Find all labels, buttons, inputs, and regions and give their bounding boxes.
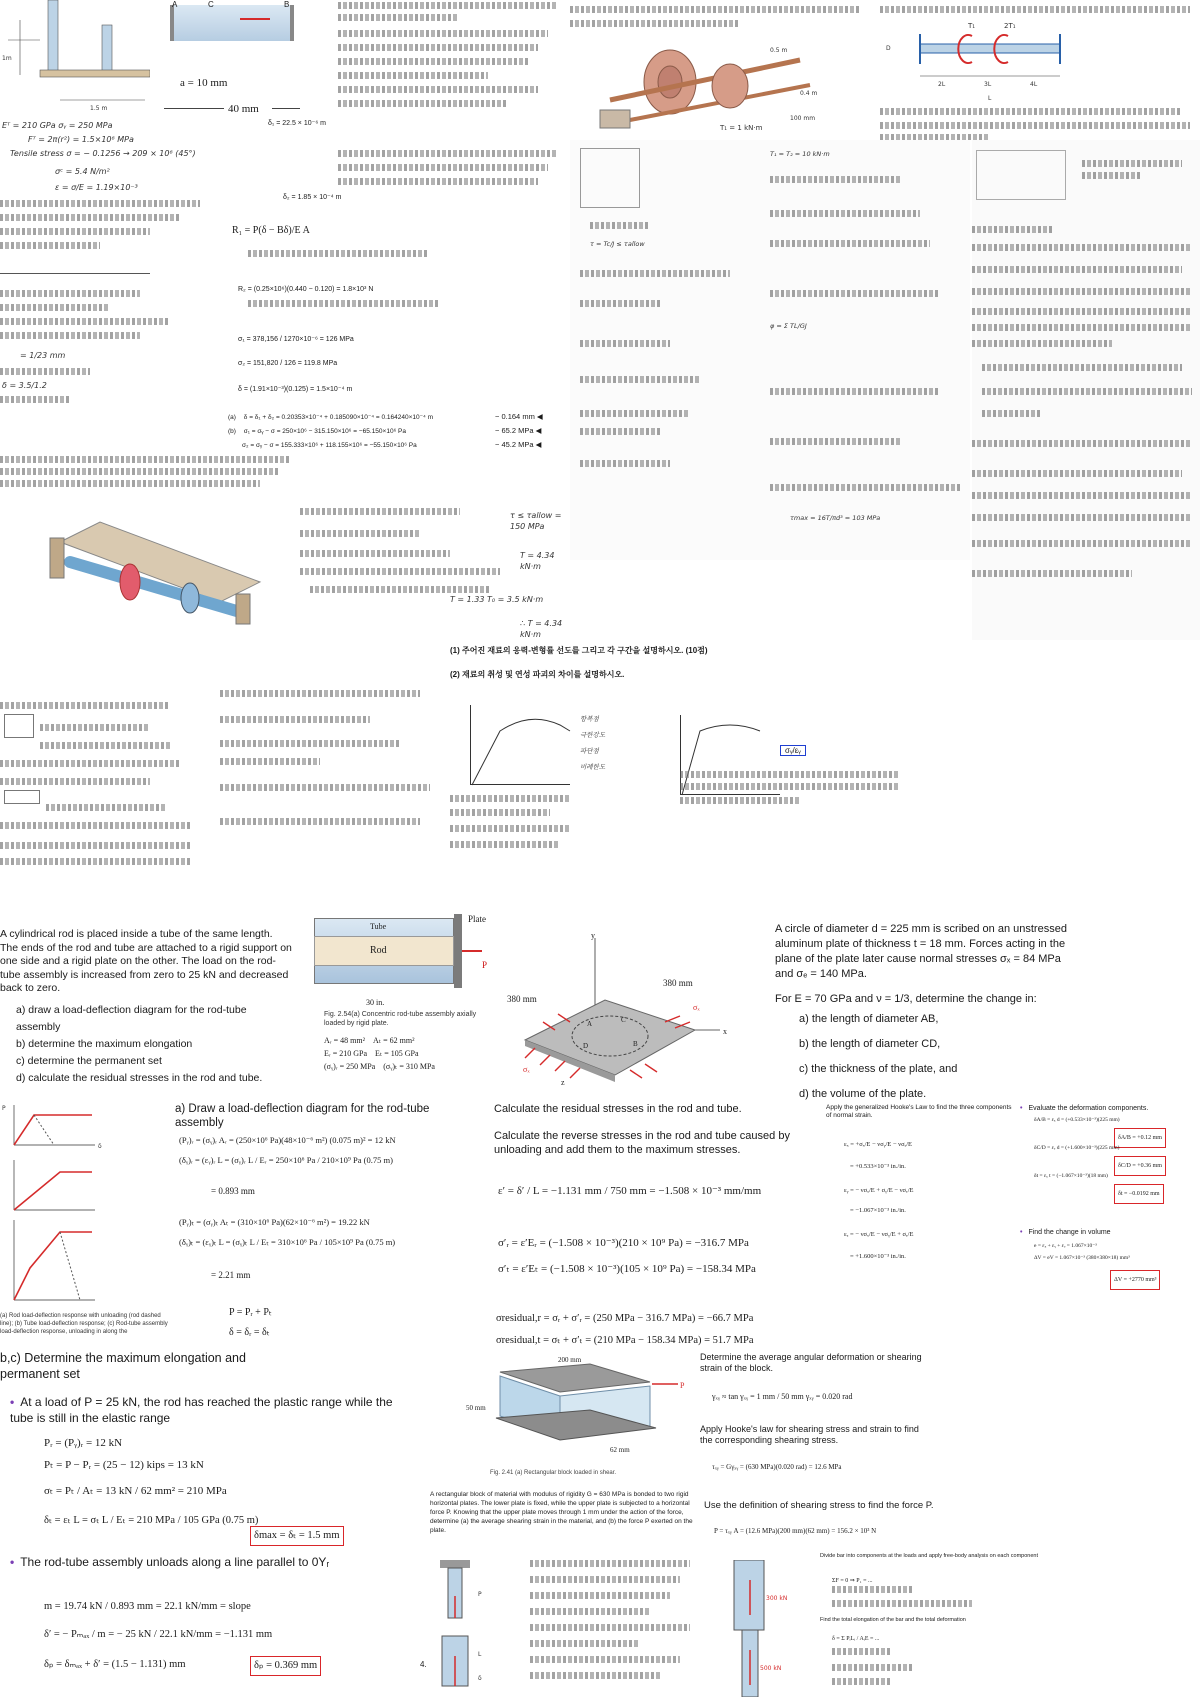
problem-item: a) the length of diameter AB,	[799, 1013, 939, 1025]
equation: = 2.21 mm	[211, 1270, 251, 1280]
equation: P = τₓᵧ A = (12.6 MPa)(200 mm)(62 mm) = 156.2 × 10³ N	[714, 1527, 877, 1535]
plate-point: D	[583, 1042, 589, 1050]
figure-2-54	[310, 910, 495, 1100]
equation: δₜ = εₜ L = σₜ L / Eₜ = 210 MPa / 105 GPa (0.75 m)	[44, 1515, 259, 1526]
block-dimension: 50 mm	[466, 1404, 486, 1412]
generalized-hooke-solution	[826, 1104, 1016, 1284]
equation: (δᵧ)ᵣ = (εᵧ)ᵣ L = (σᵧ)ᵣ L / Eᵣ = 250×10⁶ Pa / 210×10⁹ Pa (0.75 m)	[179, 1155, 393, 1165]
stress-strain-curve	[680, 711, 880, 811]
problem-statement-plate	[775, 922, 1075, 1102]
answer-box: δC/D = +0.36 mm	[1114, 1156, 1166, 1176]
equation: γₓᵧ ≈ tan γₓᵧ = 1 mm / 50 mm γₓᵧ = 0.020 rad	[712, 1392, 853, 1401]
curve-label: 파단점	[580, 747, 599, 755]
equation: εᵧ = − νσₓ/E + σᵧ/E − νσₑ/E	[844, 1187, 914, 1194]
solution-line: σᶜ = 5.4 N/m²	[55, 167, 110, 176]
gear-solution-notes	[570, 140, 970, 560]
equation: δC/D = εₑ d = (+1.600×10⁻³)(225 mm)	[1034, 1145, 1120, 1151]
equation: δA/B = εₓ d = (+0.533×10⁻³)(225 mm)	[1034, 1117, 1120, 1123]
answer-box: δmax = δₜ = 1.5 mm	[250, 1526, 344, 1546]
solution-line: τ = Tc/J ≤ τallow	[590, 240, 645, 248]
bullet-icon: •	[10, 1395, 15, 1409]
equation: Pₜ = P − Pᵣ = (25 − 12) kips = 13 kN	[44, 1459, 204, 1471]
point-label-a: A	[172, 0, 178, 9]
deformation-components-solution	[1020, 1104, 1200, 1294]
section-heading: Use the definition of shearing stress to find the force P.	[704, 1500, 934, 1511]
answer-box: δₚ = 0.369 mm	[250, 1656, 321, 1676]
equation: = −1.067×10⁻³ in./in.	[850, 1207, 906, 1214]
part-a-solution	[175, 1102, 495, 1342]
top-left-figure	[0, 0, 150, 115]
torque-label: T₁	[968, 22, 976, 30]
problem-item: d) calculate the residual stresses in the rod and tube.	[16, 1071, 263, 1084]
problem-item: a) draw a load-deflection diagram for the rod-tube assembly	[16, 1003, 247, 1033]
dimension-a: a = 10 mm	[180, 77, 228, 89]
equation: δ = Σ PᵢLᵢ / AᵢE = ...	[832, 1636, 880, 1642]
gear-dimension: 0.5 m	[770, 47, 788, 54]
figure-label-rod: Rod	[370, 945, 387, 956]
answer-box: ΔV = +2770 mm³	[1110, 1270, 1160, 1290]
block-dimension: 200 mm	[558, 1356, 582, 1364]
bar-label: P	[478, 1591, 482, 1598]
solution-line: R₂ = (0.25×10⁶)(0.440 − 0.120) = 1.8×10³ N	[238, 286, 374, 293]
equation: (δᵧ)ₜ = (εᵧ)ₜ L = (σᵧ)ₜ L / Eₜ = 310×10⁶ Pa / 105×10⁹ Pa (0.75 m)	[179, 1237, 396, 1247]
equation: εₓ = +σₓ/E − νσᵧ/E − νσₑ/E	[844, 1141, 913, 1148]
shear-problem-statement	[430, 1490, 700, 1556]
graph-caption: (a) Rod load-deflection response with unloading (rod dashed line); (b) Tube load-deflection response; (c) Rod-tube assembly load-deflection response, unloading in along the	[0, 1313, 168, 1335]
material-properties	[324, 1034, 435, 1073]
stress-strain-curve	[470, 701, 670, 801]
result-expression: σ₂ = σᵧ − σ = 155.333×10⁶ + 118.155×10⁶ = −55.150×10⁶ Pa	[242, 442, 417, 449]
solution-line: Tensile stress σ = − 0.1256 → 209 × 10⁶ (45°)	[10, 149, 196, 158]
solution-line: Find the total elongation of the bar and the total deformation	[820, 1617, 966, 1623]
stepped-shaft-problem	[880, 0, 1200, 140]
bottom-right-notes	[820, 1552, 1080, 1697]
rigid-bar-diagram	[0, 0, 150, 115]
figure-caption: Fig. 2.54(a) Concentric rod-tube assembly axially loaded by rigid plate.	[324, 1011, 477, 1027]
sketch-box	[4, 714, 34, 738]
torque-solution	[290, 490, 570, 640]
section-heading: Apply Hooke's law for shearing stress and strain to find the corresponding shearing stress.	[700, 1424, 919, 1445]
load-arrow	[462, 950, 482, 952]
curve-label: 비례한도	[580, 763, 606, 771]
boxed-answer: σᵧ/εᵧ	[780, 745, 806, 756]
axis-label: z	[561, 1078, 565, 1087]
section-heading: Calculate the residual stresses in the rod and tube.	[494, 1103, 742, 1115]
gear-problem	[570, 0, 870, 140]
solution-line: δ₂ = 1.85 × 10⁻⁴ m	[283, 194, 342, 201]
section-heading: Determine the average angular deformation or shearing strain of the block.	[700, 1352, 922, 1373]
equation: δ′ = − Pₘₐₓ / m = − 25 kN / 22.1 kN/mm = −1.131 mm	[44, 1629, 273, 1640]
bullet-text: The rod-tube assembly unloads along a line parallel to 0Yᵣ	[20, 1555, 330, 1569]
equation: (Pᵧ)ₜ = (σᵧ)ₜ Aₜ = (310×10⁶ Pa)(62×10⁻⁶ m²) = 19.22 kN	[179, 1217, 370, 1227]
solution-line: Fᵀ = 2π(r²) = 1.5×10⁶ MPa	[28, 135, 134, 144]
problem-text: A cylindrical rod is placed inside a tube of the same length. The ends of the rod and tube are attached to a rigid support on one side and a rigid plate on the other. The load on the rod-tube assembly is increased from zero to 25 kN and decreased back to zero.	[0, 928, 292, 994]
bar-load: 300 kN	[766, 1595, 788, 1602]
section-heading: Evaluate the deformation components.	[1028, 1105, 1149, 1112]
shaft-sketch	[976, 150, 1066, 200]
problem-text: A circle of diameter d = 225 mm is scribed on an unstressed aluminum plate of thickness t = 18 mm. Forces acting in the plane of the plate later cause normal stresses σₓ = 84 MPa and σₑ = 140 MPa.	[775, 923, 1067, 980]
gear-shaft-diagram	[570, 30, 870, 140]
solution-line: T = 4.34 kN·m	[520, 551, 555, 571]
result-value: − 45.2 MPa ◀	[495, 440, 542, 449]
equation: δₚ = δₘₐₓ + δ′ = (1.5 − 1.131) mm	[44, 1659, 186, 1670]
solution-line: = 1/23 mm	[20, 351, 66, 360]
solution-equation: R₁ = P(δ − Bδ)/E A	[232, 225, 310, 236]
result-label: (b)	[228, 428, 236, 435]
center-left-handwritten-block	[200, 680, 450, 870]
point-label-b: B	[284, 0, 290, 9]
bar-label: L	[478, 1651, 482, 1658]
shaft-dimension: 4L	[1030, 81, 1038, 88]
question-1: (1) 주어진 재료의 응력-변형률 선도를 그리고 각 구간을 설명하시오. (10점)	[450, 646, 708, 655]
figure-dimension: 30 in.	[366, 998, 385, 1007]
property-tube: Eₜ = 105 GPa	[375, 1049, 419, 1058]
question-2: (2) 재료의 취성 및 연성 파괴의 차이를 설명하시오.	[450, 670, 625, 679]
problem-number: 4.	[420, 1660, 427, 1669]
solution-line: Divide bar into components at the loads and apply free-body analysis on each component	[820, 1553, 1038, 1559]
bottom-left-bar-figure	[420, 1556, 520, 1697]
plate-diagram	[495, 930, 745, 1100]
gear-dimension: 0.4 m	[800, 90, 818, 97]
solution-line: σ₁ = 378,156 / 1270×10⁻⁶ = 126 MPa	[238, 336, 354, 343]
top-left-solution	[0, 118, 228, 448]
point-label-c: C	[208, 0, 214, 9]
curve-label: 항복점	[580, 715, 599, 723]
residual-stress-solution	[494, 1102, 824, 1352]
solution-line: δ = (1.91×10⁻³)(0.125) = 1.5×10⁻⁴ m	[238, 386, 353, 393]
property-rod: Eᵣ = 210 GPa	[324, 1049, 368, 1058]
solution-line: T = 1.33 T₀ = 3.5 kN·m	[450, 595, 544, 604]
section-heading: Find the change in volume	[1028, 1229, 1111, 1236]
equation: σresidual,r = σᵣ + σ′ᵣ = (250 MPa − 316.7 MPa) = −66.7 MPa	[496, 1313, 754, 1324]
equation: (Pᵧ)ᵣ = (σᵧ)ᵣ Aᵣ = (250×10⁶ Pa)(48×10⁻⁶ m²) (0.075 m)² = 12 kN	[179, 1135, 396, 1145]
solution-line: τ ≤ τallow = 150 MPa	[510, 511, 562, 531]
sketch-box	[4, 790, 40, 804]
figure-label-load: P	[482, 960, 488, 970]
solution-line: σ₂ = 151,820 / 126 = 119.8 MPa	[238, 360, 338, 367]
dimension-length: 40 mm	[228, 103, 259, 115]
property-tube: (σᵧ)ₜ = 310 MPa	[383, 1062, 435, 1071]
shaft-dimension: D	[886, 45, 891, 52]
answer-box: δA/B = +0.12 mm	[1114, 1128, 1166, 1148]
property-rod: (σᵧ)ᵣ = 250 MPa	[324, 1062, 376, 1071]
graph-axis-label: P	[2, 1105, 6, 1112]
plate-point: C	[621, 1016, 626, 1024]
problem-item: b) the length of diameter CD,	[799, 1038, 941, 1050]
gear-dimension: 100 mm	[790, 115, 816, 122]
bullet-text: At a load of P = 25 kN, the rod has reached the plastic range while the tube is still in the elastic range	[10, 1395, 393, 1425]
equation: εₑ = − νσₓ/E − νσᵧ/E + σₑ/E	[844, 1231, 914, 1238]
problem-statement-rod-tube	[0, 928, 292, 1096]
block-dimension: 62 mm	[610, 1446, 630, 1454]
equation: m = 19.74 kN / 0.893 mm = 22.1 kN/mm = slope	[44, 1601, 251, 1612]
plate-point: A	[587, 1020, 593, 1028]
equation: σresidual,t = σₜ + σ′ₜ = (210 MPa − 158.34 MPa) = 51.7 MPa	[496, 1335, 754, 1346]
solution-line: T₁ = T₂ = 10 kN·m	[770, 150, 830, 158]
bullet-icon: •	[1020, 1105, 1023, 1112]
torque-label: 2T₁	[1004, 22, 1016, 30]
svg-text:1.5 m: 1.5 m	[90, 105, 108, 112]
torsion-problem	[0, 452, 290, 682]
free-body-sketch	[580, 148, 640, 208]
korean-stress-strain-answer	[450, 645, 930, 905]
stress-label: σₓ	[523, 1065, 530, 1074]
equation: e = εₓ + εᵧ + εₑ = 1.067×10⁻³	[1034, 1243, 1097, 1249]
bar-load: 500 kN	[760, 1665, 782, 1672]
part-bc-solution	[0, 1350, 420, 1697]
shear-block-figure	[460, 1352, 700, 1482]
plate-point: B	[633, 1040, 638, 1048]
figure-caption: Fig. 2.41 (a) Rectangular block loaded in shear.	[490, 1470, 617, 1476]
equation: ε′ = δ′ / L = −1.131 mm / 750 mm = −1.508 × 10⁻³ mm/mm	[498, 1185, 762, 1197]
bullet-icon: •	[1020, 1229, 1023, 1236]
shaft-dimension: 2L	[938, 81, 946, 88]
equation: δt = εᵧ t = (−1.067×10⁻³)(18 mm)	[1034, 1173, 1108, 1179]
stressed-plate-figure	[495, 930, 745, 1100]
solution-line: τmax = 16T/πd³ = 103 MPa	[790, 514, 881, 522]
equation: σ′ᵣ = ε′Eᵣ = (−1.508 × 10⁻³)(210 × 10⁹ Pa) = −316.7 MPa	[498, 1237, 749, 1249]
axis-label: x	[723, 1027, 727, 1036]
shear-strain-solution	[700, 1352, 1000, 1497]
left-handwritten-block	[0, 680, 200, 890]
top-center-solution	[228, 0, 568, 455]
section-heading: Calculate the reverse stresses in the rod and tube caused by unloading and add them to the maximum stresses.	[494, 1130, 790, 1156]
equation: Pᵣ = (Pᵧ)ᵣ = 12 kN	[44, 1437, 123, 1449]
equation: σ′ₜ = ε′Eₜ = (−1.508 × 10⁻³)(105 × 10⁹ Pa) = −158.34 MPa	[498, 1263, 756, 1275]
problem-item: c) determine the permanent set	[16, 1054, 162, 1067]
equation: = 0.893 mm	[211, 1186, 255, 1196]
problem-given: For E = 70 GPa and ν = 1/3, determine the change in:	[775, 993, 1037, 1005]
solution-line: Eᵀ = 210 GPa σᵧ = 250 MPa	[2, 121, 113, 130]
problem-item: d) the volume of the plate.	[799, 1088, 927, 1100]
answer-box: δt = −0.0192 mm	[1114, 1184, 1164, 1204]
part-a-title: a) Draw a load-deflection diagram for the rod-tube assembly	[175, 1103, 430, 1129]
property-rod: Aᵣ = 48 mm²	[324, 1036, 365, 1045]
equation: δ = δᵣ = δₜ	[229, 1327, 270, 1338]
rigid-plate	[454, 914, 462, 988]
part-bc-title: b,c) Determine the maximum elongation and permanent set	[0, 1351, 246, 1381]
property-tube: Aₜ = 62 mm²	[372, 1036, 415, 1045]
solution-line: δ = 3.5/1.2	[2, 381, 47, 390]
result-value: − 0.164 mm ◀	[495, 412, 543, 421]
curve-label: 극한강도	[580, 731, 606, 739]
problem-item: c) the thickness of the plate, and	[799, 1063, 958, 1075]
axis-label: y	[591, 931, 595, 940]
load-deflection-plots	[0, 1100, 168, 1340]
equation: σₜ = Pₜ / Aₜ = 13 kN / 62 mm² = 210 MPa	[44, 1485, 227, 1497]
torsion-shaft-diagram	[40, 502, 290, 642]
equation: ΣF = 0 ⇒ P₁ = ...	[832, 1578, 873, 1584]
load-deflection-graphs	[0, 1100, 168, 1340]
solution-line: ∴ T = 4.34 kN·m	[520, 619, 563, 639]
shear-force-solution	[704, 1500, 1004, 1540]
result-values	[495, 410, 575, 455]
equation: = +1.600×10⁻³ in./in.	[850, 1253, 906, 1260]
problem-item: b) determine the maximum elongation	[16, 1037, 193, 1050]
solution-line: ε = σ/E = 1.19×10⁻³	[55, 183, 138, 192]
figure-label-tube: Tube	[370, 922, 387, 931]
stepped-bar-diagram	[710, 1560, 800, 1697]
result-expression: δ = δ₁ + δ₂ = 0.20353×10⁻⁴ + 0.185090×10⁻⁴ = 0.164240×10⁻⁴ m	[243, 414, 434, 421]
shear-block-diagram	[460, 1352, 700, 1462]
svg-text:1m: 1m	[2, 55, 12, 62]
solution-line: φ = Σ TL/GJ	[770, 322, 807, 330]
result-expression: σ₁ = σᵧ − σ = 250×10⁶ − 315.150×10⁶ = −65.150×10⁶ Pa	[243, 428, 406, 435]
bottom-stepped-bar-figure	[710, 1560, 800, 1697]
equation: τₓᵧ = Gγₓᵧ = (630 MPa)(0.020 rad) = 12.6 MPa	[712, 1463, 842, 1471]
far-right-notes	[972, 140, 1200, 640]
result-value: − 65.2 MPa ◀	[495, 426, 542, 435]
block-load-label: P	[680, 1381, 685, 1390]
bottom-middle-notes	[520, 1556, 700, 1697]
axial-bar-diagram	[420, 1556, 520, 1697]
bullet-icon: •	[10, 1555, 15, 1569]
section-heading: Apply the generalized Hooke's Law to find the three components of normal strain.	[826, 1104, 1012, 1119]
force-sketch	[0, 256, 150, 274]
shaft-dimension: L	[988, 95, 992, 102]
plate-dimension: 380 mm	[663, 978, 693, 988]
equation: ΔV = eV = 1.067×10⁻³ (380×380×18) mm³	[1034, 1255, 1130, 1261]
result-label: (a)	[228, 414, 236, 421]
figure-label-plate: Plate	[468, 914, 486, 924]
shaft-dimension: 3L	[984, 81, 992, 88]
bar-label: δ	[478, 1675, 482, 1682]
graph-axis-label: δ	[98, 1143, 102, 1150]
stress-label: σₓ	[693, 1003, 700, 1012]
equation: = +0.533×10⁻³ in./in.	[850, 1163, 906, 1170]
gear-caption: T₁ = 1 kN·m	[720, 124, 763, 132]
problem-text: A rectangular block of material with modulus of rigidity G = 630 MPa is bonded to two rigid horizontal plates. The lower plate is fixed, while the upper plate is subjected to a horizontal force P. Knowing that the upper plate moves through 1 mm under the action of the force, determine (a) the average shearing strain in the material, and (b) the force P exerted on the plate.	[430, 1491, 693, 1534]
plate-dimension: 380 mm	[507, 994, 537, 1004]
equation: P = Pᵣ + Pₜ	[229, 1307, 272, 1318]
solution-line: δ₁ = 22.5 × 10⁻⁶ m	[268, 120, 326, 127]
